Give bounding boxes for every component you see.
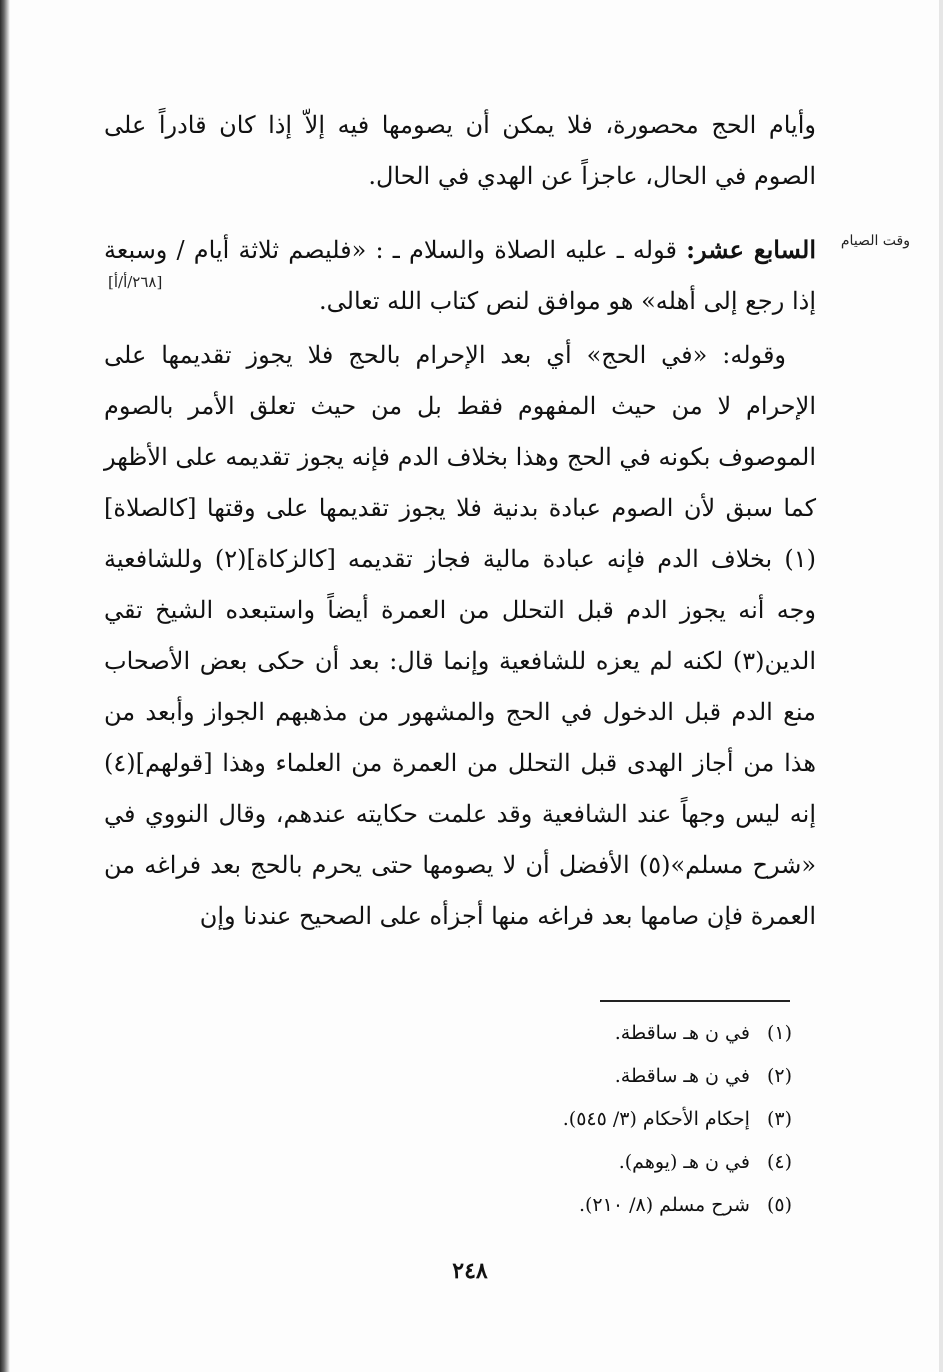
footnote-2-number: (٢): [766, 1065, 792, 1087]
footnote-3-number: (٣): [766, 1108, 792, 1130]
paragraph-3-text: وقوله: «في الحج» أي بعد الإحرام بالحج فلا يجوز تقديمها على الإحرام لا من حيث المفهوم فقط بل من حيث تعلق الأمر بالصوم الموصوف بكونه في الحج وهذا بخلاف الدم فإنه يجوز تقديمه على الأظهر كما سبق لأن الصوم عبادة بدنية فلا يجوز تقديمها على وقتها [كالصلاة](١) بخلاف الدم فإنه عبادة مالية فجاز تقديمه [كالزكاة](٢) وللشافعية وجه أنه يجوز الدم قبل التحلل من العمرة أيضاً واستبعده الشيخ تقي الدين(٣) لكنه لم يعزه للشافعية وإنما قال: بعد أن حكى بعض الأصحاب منع الدم قبل الدخول في الحج والمشهور من مذهبهم الجواز وأبعد من هذا من أجاز الهدى قبل التحلل من العمرة من العلماء وهذا [قولهم](٤) إنه ليس وجهاً عند الشافعية وقد علمت حكايته عندهم، وقال النووي في «شرح مسلم»(٥) الأفضل أن لا يصومها حتى يحرم بالحج بعد فراغه من العمرة فإن صامها بعد فراغه منها أجزأه على الصحيح عندنا وإن: [104, 341, 817, 930]
footnote-5: [400, 1184, 792, 1227]
paragraph-3: [104, 330, 816, 942]
page-shadow-left: [0, 0, 10, 1372]
paragraph-2-body: قوله ـ عليه الصلاة والسلام ـ : «فليصم ثلاثة أيام / وسبعة إذا رجع إلى أهله» هو موافق لنص كتاب الله تعالى.: [104, 236, 816, 315]
footnote-2-text: في ن هـ ساقطة.: [614, 1065, 750, 1087]
footnote-1-number: (١): [766, 1022, 792, 1044]
paragraph-1-text: وأيام الحج محصورة، فلا يمكن أن يصومها فيه إلاّ إذا كان قادراً على الصوم في الحال، عاجزاً عن الهدي في الحال.: [104, 111, 816, 190]
footnote-1-text: في ن هـ ساقطة.: [614, 1022, 750, 1044]
footnote-5-number: (٥): [766, 1194, 792, 1216]
footnote-3-text: إحكام الأحكام (٣/ ٥٤٥).: [562, 1108, 750, 1130]
footnote-2: [400, 1055, 792, 1098]
paragraph-2-lead: السابع عشر:: [686, 235, 817, 264]
footnote-1: [400, 1012, 792, 1055]
footnote-separator: [600, 1000, 790, 1002]
margin-note-topic: وقت الصيام: [840, 233, 910, 249]
page-edge-right: [939, 0, 943, 1372]
paragraph-1: [104, 100, 816, 202]
footnote-4-text: في ن هـ (يوهم).: [618, 1151, 750, 1173]
footnote-4: [400, 1141, 792, 1184]
footnote-3: [400, 1098, 792, 1141]
paragraph-2-text: [104, 224, 816, 327]
margin-note-folio: [٢٦٨/أ/أ]: [108, 273, 163, 291]
paragraph-2: [104, 224, 816, 327]
footnote-5-text: شرح مسلم (٨/ ٢١٠).: [578, 1194, 750, 1216]
page-number: ٢٤٨: [452, 1258, 488, 1284]
footnote-4-number: (٤): [766, 1151, 792, 1173]
footnotes: [400, 1012, 792, 1227]
